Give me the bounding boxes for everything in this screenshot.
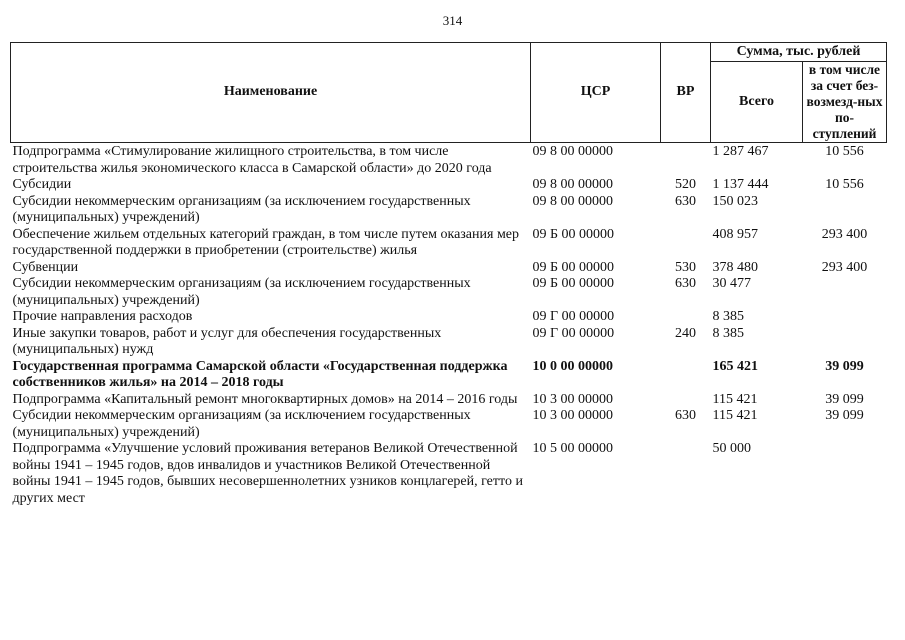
cell-name: Субсидии некоммерческим организациям (за исключением государственных (муниципальных) учреждений) (12, 276, 471, 308)
cell-total: 50 000 (712, 441, 751, 456)
cell-total: 115 421 (712, 408, 758, 423)
cell-including (803, 326, 887, 359)
table-row (11, 143, 887, 178)
table-row (11, 194, 887, 227)
cell-including: 39 099 (825, 391, 864, 407)
cell-including: 293 400 (821, 226, 868, 242)
header-csr: ЦСР (531, 43, 661, 143)
cell-total: 1 137 444 (712, 177, 769, 192)
page-number: 314 (442, 13, 463, 28)
table-row (11, 177, 887, 194)
cell-csr: 09 Б 00 00000 (532, 226, 615, 242)
header-vr: ВР (661, 43, 711, 143)
cell-total: 408 957 (712, 226, 758, 242)
table-row (11, 441, 887, 507)
cell-vr: 630 (675, 276, 696, 291)
cell-csr: 09 Г 00 00000 (532, 325, 615, 341)
budget-table (10, 42, 887, 507)
table-row (11, 227, 887, 260)
header-name: Наименование (11, 43, 531, 143)
cell-including (803, 194, 887, 227)
cell-including: 10 556 (825, 177, 864, 192)
cell-name: Субсидии некоммерческим организациям (за исключением государственных (муниципальных) учреждений) (12, 193, 471, 225)
cell-vr: 630 (675, 408, 696, 423)
cell-csr: 10 3 00 00000 (532, 408, 613, 423)
cell-vr (661, 359, 711, 392)
cell-total: 8 385 (712, 325, 744, 341)
cell-csr: 09 Б 00 00000 (532, 259, 615, 275)
cell-name: Субвенции (12, 259, 79, 275)
header-including: в том числе за счет без-возмезд-ных по-ступлений (803, 62, 887, 143)
cell-total: 165 421 (712, 358, 758, 374)
cell-name: Обеспечение жильем отдельных категорий граждан, в том числе путем оказания мер государственной поддержки в приобретении (строительстве) жилья (12, 226, 520, 258)
table-row (11, 359, 887, 392)
cell-including: 39 099 (825, 358, 864, 374)
cell-total: 150 023 (712, 193, 758, 209)
cell-vr (661, 309, 711, 326)
cell-name: Субсидии (12, 177, 72, 192)
table-row (11, 260, 887, 277)
cell-including: 10 556 (825, 144, 864, 159)
cell-including (803, 276, 887, 309)
cell-vr (661, 392, 711, 409)
table-body (11, 143, 887, 508)
table-row (11, 392, 887, 409)
cell-name: Подпрограмма «Улучшение условий проживания ветеранов Великой Отечественной войны 1941 – 1945 годов, вдов инвалидов и участников Великой Отечественной войны 1941 – 1945 годов, бывших несовершеннолетних узников концлагерей, гетто и других мест (12, 441, 523, 506)
cell-csr: 10 5 00 00000 (532, 441, 613, 456)
cell-total: 30 477 (712, 276, 751, 291)
cell-csr: 09 Б 00 00000 (532, 276, 615, 291)
cell-name: Иные закупки товаров, работ и услуг для обеспечения государственных (муниципальных) нужд (12, 325, 442, 357)
cell-name: Подпрограмма «Капитальный ремонт многоквартирных домов» на 2014 – 2016 годы (12, 391, 518, 407)
table-row (11, 408, 887, 441)
cell-name: Государственная программа Самарской области «Государственная поддержка собственников жилья» на 2014 – 2018 годы (12, 358, 508, 390)
cell-including (803, 441, 887, 507)
cell-csr: 10 3 00 00000 (532, 391, 613, 407)
cell-csr: 09 Г 00 00000 (532, 309, 615, 324)
cell-including: 39 099 (825, 408, 864, 423)
table-row (11, 276, 887, 309)
cell-vr (661, 441, 711, 507)
table-row (11, 309, 887, 326)
cell-name: Подпрограмма «Стимулирование жилищного строительства, в том числе строительства жилья экономического класса в Самарской области» до 2020 года (12, 144, 492, 176)
cell-vr: 630 (675, 193, 696, 209)
cell-vr: 520 (675, 177, 696, 192)
header-total: Всего (711, 62, 803, 143)
cell-total: 1 287 467 (712, 144, 769, 159)
cell-including: 293 400 (821, 259, 868, 275)
cell-vr (661, 227, 711, 260)
cell-total: 378 480 (712, 259, 758, 275)
cell-csr: 09 8 00 00000 (532, 177, 613, 192)
cell-name: Прочие направления расходов (12, 309, 193, 324)
cell-csr: 10 0 00 00000 (532, 358, 613, 374)
cell-vr: 240 (675, 325, 696, 341)
cell-including (803, 309, 887, 326)
cell-total: 115 421 (712, 391, 758, 407)
header-sum: Сумма, тыс. рублей (711, 43, 887, 62)
table-row (11, 326, 887, 359)
cell-vr: 530 (675, 259, 696, 275)
cell-csr: 09 8 00 00000 (532, 144, 613, 159)
cell-total: 8 385 (712, 309, 744, 324)
cell-name: Субсидии некоммерческим организациям (за исключением государственных (муниципальных) учреждений) (12, 408, 471, 440)
cell-vr (661, 143, 711, 178)
cell-csr: 09 8 00 00000 (532, 193, 613, 209)
